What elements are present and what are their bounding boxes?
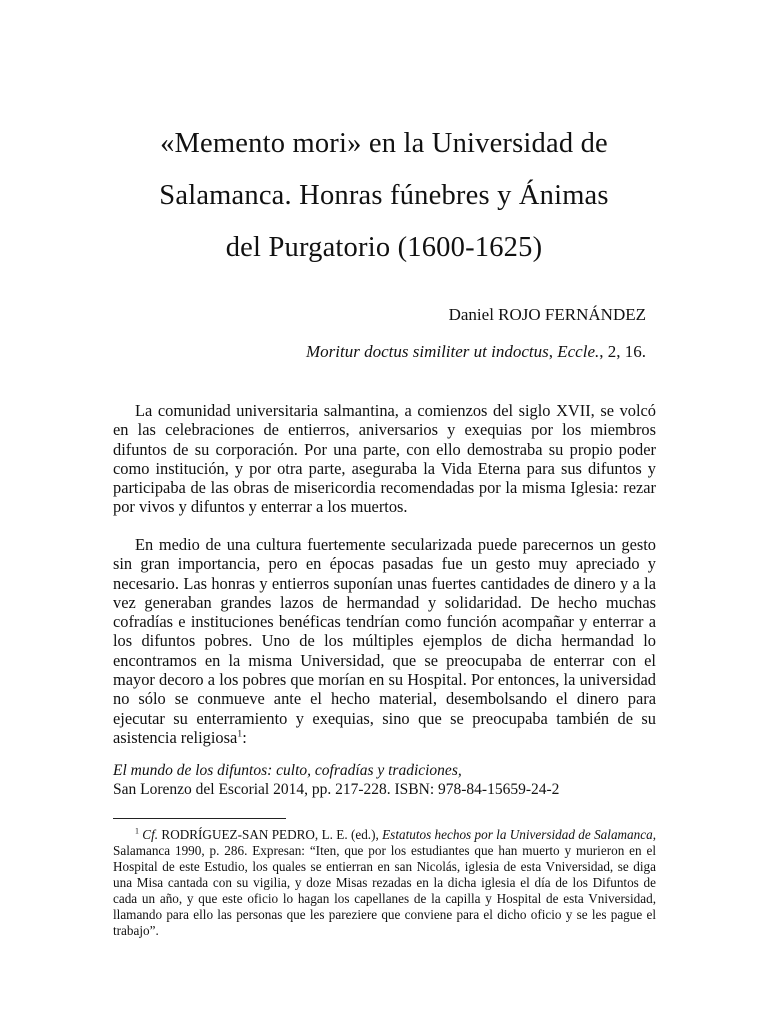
epigraph-quote: Moritur doctus similiter ut indoctus — [306, 342, 549, 361]
footnote-divider — [113, 818, 286, 819]
footnote-reference-mark[interactable]: 1 — [237, 728, 243, 740]
body-paragraph-1: La comunidad universitaria salmantina, a comienzos del siglo XVII, se volcó en las celebraciones de entierros, aniversarios y exequias por los miembros difuntos de su corporación. Por una parte, con ello demostraba su propio poder como institución, y por otra parte, aseguraba la Vida Eterna para sus difuntos y participaba de las obras de misericordia recomendadas por la misma Iglesia: rezar por vivos y difuntos y enterrar a los muertos. — [113, 401, 656, 517]
footnote-work-title: Estatutos hechos por la Universidad de Salamanca — [382, 827, 653, 842]
paragraph-2-text: En medio de una cultura fuertemente secularizada puede parecernos un gesto sin gran importancia, pero en épocas pasadas fue un gesto muy apreciado y necesario. Las honras y entierros suponían unas fuertes cantidades de dinero y a la vez generaban grandes lazos de hermandad y solidaridad. De hecho muchas cofradías e instituciones benéficas tendrían como función acompañar y enterrar a los difuntos pobres. Uno de los múltiples ejemplos de dicha hermandad lo encontramos en la misma Universidad, que se preocupaba de enterrar con el mayor decoro a los pobres que morían en su Hospital. Por entonces, la universidad no sólo se conmueve ante el hecho material, desembolsando el dinero para ejecutar su enterramiento y exequias, sino que se preocupaba también de su asistencia religiosa — [113, 535, 656, 747]
source-reference: San Lorenzo del Escorial 2014, pp. 217-228. ISBN: 978-84-15659-24-2 — [113, 781, 560, 798]
author-name: Daniel ROJO FERNÁNDEZ — [448, 305, 646, 324]
epigraph-source: Eccle. — [557, 342, 600, 361]
footnote-number: 1 — [135, 826, 139, 836]
source-citation — [113, 761, 673, 799]
paragraph-2-ending: : — [242, 727, 247, 747]
body-paragraph-2 — [113, 535, 656, 747]
title-line-2: Salamanca. Honras fúnebres y Ánimas — [159, 180, 609, 211]
title-line-1: «Memento mori» en la Universidad de — [160, 128, 608, 159]
footnote-1 — [113, 827, 656, 939]
footnote-text: , Salamanca 1990, p. 286. Expresan: “Iten, que por los estudiantes que han muerto y murieron en el Hospital de este Estudio, los quales se entierran en san Nicolás, iglesia de esta Vniversidad, se diga una Misa cantada con su vigilia, y doze Misas rezadas en la dicha iglesia el día de los Difuntos de cada un año, y que este oficio lo hagan los capellanes de la capilla y Hospital de esta Vniversidad, llamando para ello las personas que les pareziere que conviene para el dicho oficio y se les pague el trabajo”. — [113, 827, 656, 938]
title-line-3: del Purgatorio (1600-1625) — [225, 232, 543, 263]
source-book-title: El mundo de los difuntos: culto, cofradías y tradiciones, — [113, 762, 462, 779]
epigraph — [306, 342, 646, 362]
footnote-cf: Cf. — [142, 827, 159, 842]
footnote-author: RODRÍGUEZ-SAN PEDRO, L. E. (ed.), — [158, 827, 383, 842]
article-title — [100, 118, 668, 274]
epigraph-separator: , — [548, 342, 558, 361]
epigraph-ref: , 2, 16. — [599, 342, 646, 361]
